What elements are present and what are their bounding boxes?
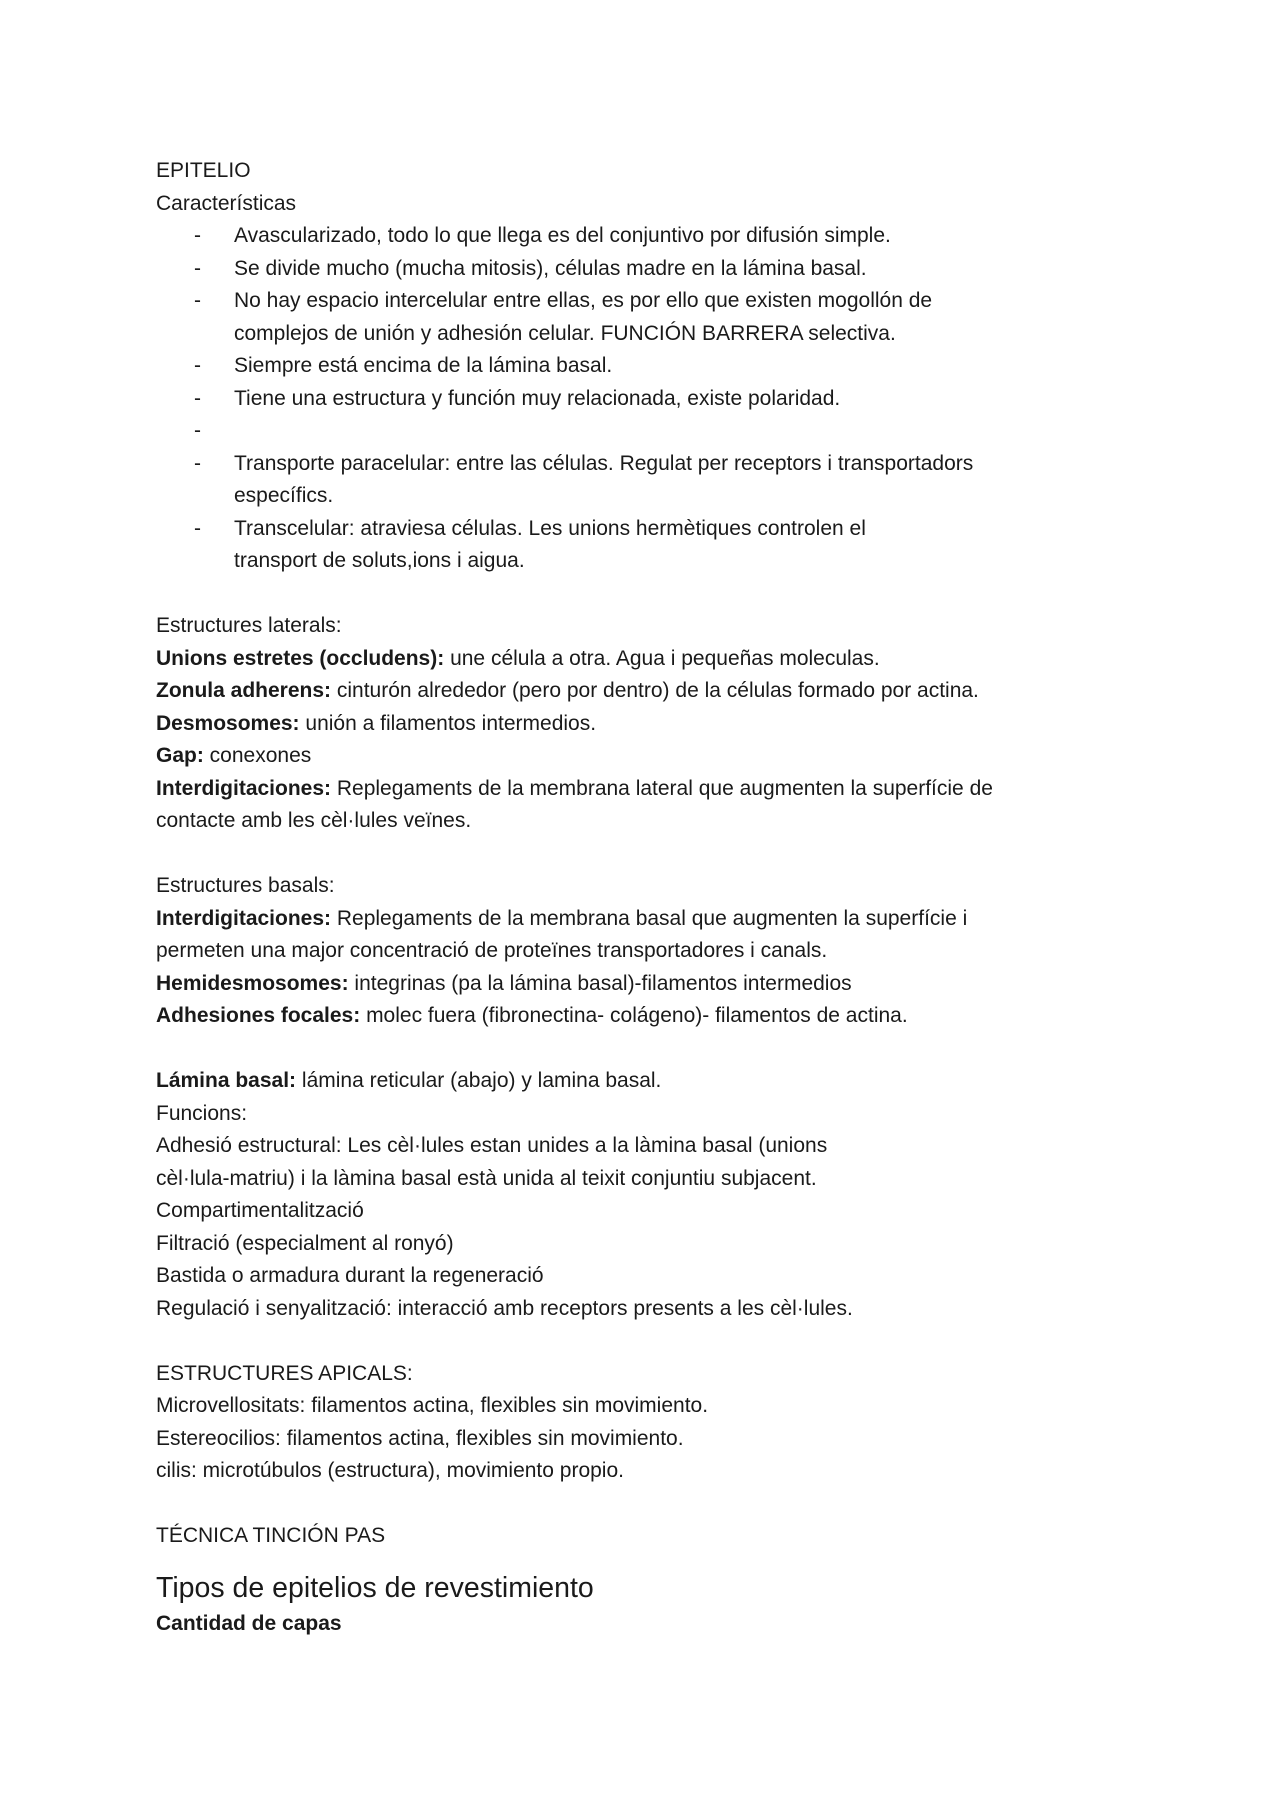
- technique-heading: TÉCNICA TINCIÓN PAS: [156, 1524, 386, 1547]
- list-item: [156, 415, 1126, 448]
- apical-item: cilis: microtúbulos (estructura), movimiento propio.: [156, 1459, 624, 1482]
- lateral-structures-heading: Estructures laterals:: [156, 614, 342, 637]
- definition-text: unión a filamentos intermedios.: [299, 711, 597, 735]
- definition-line: [156, 708, 1126, 741]
- definition-term: Hemidesmosomes:: [156, 971, 349, 995]
- list-item-text: Tiene una estructura y función muy relacionada, existe polaridad.: [234, 386, 841, 410]
- bullet-dash: -: [194, 354, 201, 377]
- document-title: EPITELIO: [156, 159, 251, 182]
- bullet-dash: -: [194, 386, 201, 410]
- list-item: [156, 285, 1126, 350]
- list-item-text: Transcelular: atraviesa células. Les unions hermètiques controlen el: [234, 516, 866, 540]
- definition-text: lámina reticular (abajo) y lamina basal.: [296, 1069, 662, 1092]
- list-item-text-continued: transport de soluts,ions i aigua.: [234, 549, 525, 572]
- definition-continuation: contacte amb les cèl·lules veïnes.: [156, 809, 472, 832]
- definition-line: [156, 643, 1126, 676]
- definition-text: une célula a otra. Agua i pequeñas moleculas.: [444, 646, 880, 670]
- functions-heading: Funcions:: [156, 1101, 248, 1125]
- list-item: [156, 220, 1126, 253]
- definition-term: Interdigitaciones:: [156, 776, 332, 800]
- apical-structures-heading: ESTRUCTURES APICALS:: [156, 1361, 413, 1385]
- apical-item: Microvellositats: filamentos actina, flexibles sin movimiento.: [156, 1394, 709, 1417]
- bullet-dash: -: [194, 256, 201, 280]
- definition-line: [156, 1065, 1126, 1098]
- definition-line: [156, 740, 1126, 773]
- subsection-heading: [156, 1608, 1126, 1641]
- section-subtitle: Características: [156, 191, 297, 215]
- definition-line: [156, 1000, 1126, 1033]
- list-item-text-continued: específics.: [234, 484, 334, 507]
- function-line: Bastida o armadura durant la regeneració: [156, 1264, 544, 1287]
- definition-term: Gap:: [156, 744, 204, 767]
- definition-text: conexones: [203, 744, 312, 767]
- list-item: [156, 448, 1126, 513]
- document-page: [156, 155, 1126, 1640]
- definition-line: [156, 773, 1126, 806]
- list-item-text-continued: complejos de unión y adhesión celular. FUNCIÓN BARRERA selectiva.: [234, 321, 896, 345]
- function-line: Regulació i senyalització: interacció amb receptors presents a les cèl·lules.: [156, 1296, 853, 1320]
- definition-line: [156, 903, 1126, 936]
- bullet-dash: -: [194, 516, 201, 540]
- bullet-dash: -: [194, 419, 201, 442]
- definition-text: molec fuera (fibronectina- colágeno)- filamentos de actina.: [360, 1004, 908, 1027]
- definition-term: Interdigitaciones:: [156, 906, 332, 930]
- definition-text: integrinas (pa la lámina basal)-filamentos intermedios: [348, 971, 852, 995]
- definition-term: Zonula adherens:: [156, 679, 332, 702]
- definition-line: [156, 675, 1126, 708]
- list-item-text: Avascularizado, todo lo que llega es del conjuntivo por difusión simple.: [234, 224, 891, 247]
- spacer: [156, 1033, 1126, 1066]
- spacer: [156, 838, 1126, 871]
- list-item: [156, 383, 1126, 416]
- definition-text: cinturón alrededor (pero por dentro) de la células formado por actina.: [331, 679, 979, 702]
- list-item: [156, 350, 1126, 383]
- list-item-text: Siempre está encima de la lámina basal.: [234, 354, 613, 377]
- list-item: [156, 513, 1126, 578]
- basal-structures-heading: Estructures basals:: [156, 874, 335, 897]
- definition-term: Unions estretes (occludens):: [156, 646, 445, 670]
- definition-text: Replegaments de la membrana lateral que augmenten la superfície de: [331, 776, 993, 800]
- definition-term: Adhesiones focales:: [156, 1004, 361, 1027]
- apical-item: Estereocilios: filamentos actina, flexibles sin movimiento.: [156, 1426, 684, 1450]
- spacer: [156, 1325, 1126, 1358]
- list-item: [156, 253, 1126, 286]
- definition-text: Replegaments de la membrana basal que augmenten la superfície i: [331, 906, 968, 930]
- definition-continuation: permeten una major concentració de proteïnes transportadores i canals.: [156, 939, 828, 962]
- function-line: cèl·lula-matriu) i la làmina basal està unida al teixit conjuntiu subjacent.: [156, 1166, 817, 1190]
- definition-term: Lámina basal:: [156, 1069, 297, 1092]
- bullet-dash: -: [194, 289, 201, 312]
- list-item-text: Se divide mucho (mucha mitosis), células madre en la lámina basal.: [234, 256, 867, 280]
- definition-line: [156, 968, 1126, 1001]
- function-line: Compartimentalització: [156, 1199, 364, 1222]
- list-item-text: Transporte paracelular: entre las células. Regulat per receptors i transportadors: [234, 451, 974, 475]
- subsection-heading-text: Cantidad de capas: [156, 1611, 342, 1635]
- list-item-text: No hay espacio intercelular entre ellas, es por ello que existen mogollón de: [234, 289, 933, 312]
- function-line: Adhesió estructural: Les cèl·lules estan unides a la làmina basal (unions: [156, 1134, 828, 1157]
- function-line: Filtració (especialment al ronyó): [156, 1231, 454, 1255]
- bullet-dash: -: [194, 224, 201, 247]
- spacer: [156, 578, 1126, 611]
- spacer: [156, 1488, 1126, 1521]
- definition-term: Desmosomes:: [156, 711, 300, 735]
- section-heading: Tipos de epitelios de revestimiento: [156, 1571, 594, 1604]
- bullet-dash: -: [194, 451, 201, 475]
- characteristics-list: [156, 220, 1126, 578]
